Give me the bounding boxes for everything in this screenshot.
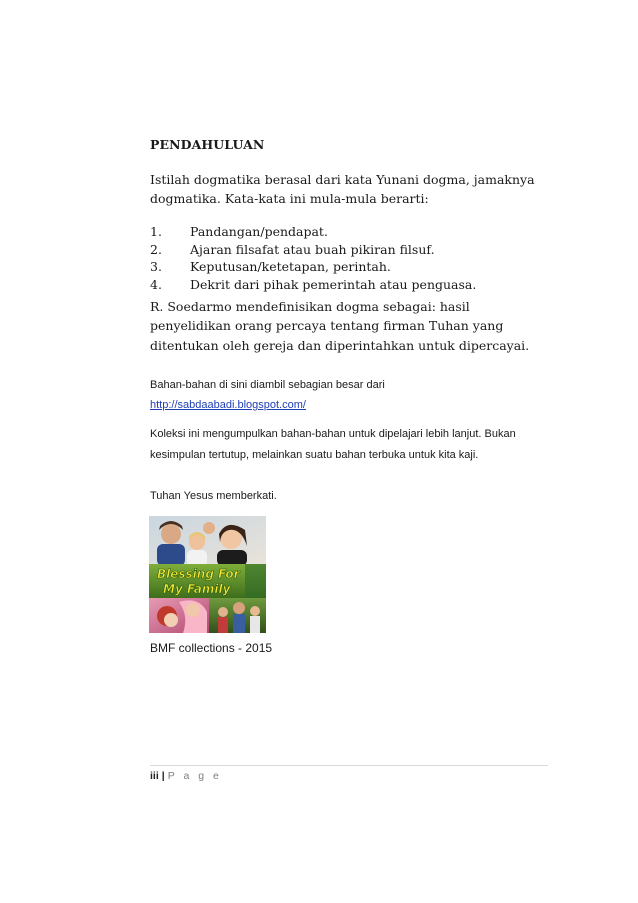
footer-separator: |	[161, 770, 165, 782]
list-item-text: Keputusan/ketetapan, perintah.	[190, 259, 391, 274]
image-overlay-title-1: Blessing For	[157, 567, 240, 581]
footer-divider	[150, 765, 548, 766]
list-item-number: 2.	[150, 241, 162, 257]
definition-paragraph: R. Soedarmo mendefinisikan dogma sebagai: hasil penyelidikan orang percaya tentang firman Tuhan yang ditentukan oleh gereja dan diperintahkan untuk dipercayai.	[150, 299, 530, 353]
meaning-list	[150, 223, 550, 293]
source-link[interactable]: http://sabdaabadi.blogspot.com/	[150, 399, 306, 411]
page-number: iii	[150, 770, 159, 782]
list-item-number: 3.	[150, 259, 162, 274]
list-item-number: 4.	[150, 276, 162, 292]
blessing-text: Tuhan Yesus memberkati.	[150, 490, 277, 502]
list-item-number: 1.	[150, 224, 162, 239]
family-photo	[149, 516, 266, 633]
section-heading: PENDAHULUAN	[150, 137, 265, 152]
intro-paragraph: Istilah dogmatika berasal dari kata Yunani dogma, jamaknya dogmatika. Kata-kata ini mula-mula berarti:	[150, 172, 535, 206]
collection-note: Koleksi ini mengumpulkan bahan-bahan untuk dipelajari lebih lanjut. Bukan kesimpulan tertutup, melainkan suatu bahan terbuka untuk kita kaji.	[150, 428, 516, 461]
list-item	[150, 241, 550, 259]
list-item-text: Ajaran filsafat atau buah pikiran filsuf.	[190, 241, 435, 257]
list-item	[150, 276, 550, 294]
image-overlay-title-2: My Family	[163, 582, 231, 596]
list-item	[150, 223, 550, 241]
page-label: P a g e	[167, 770, 222, 782]
list-item-text: Pandangan/pendapat.	[190, 224, 328, 239]
image-caption: BMF collections - 2015	[150, 641, 273, 655]
list-item-text: Dekrit dari pihak pemerintah atau penguasa.	[190, 276, 477, 292]
page-footer	[150, 770, 222, 782]
source-text: Bahan-bahan di sini diambil sebagian besar dari	[150, 379, 385, 391]
list-item	[150, 258, 550, 276]
